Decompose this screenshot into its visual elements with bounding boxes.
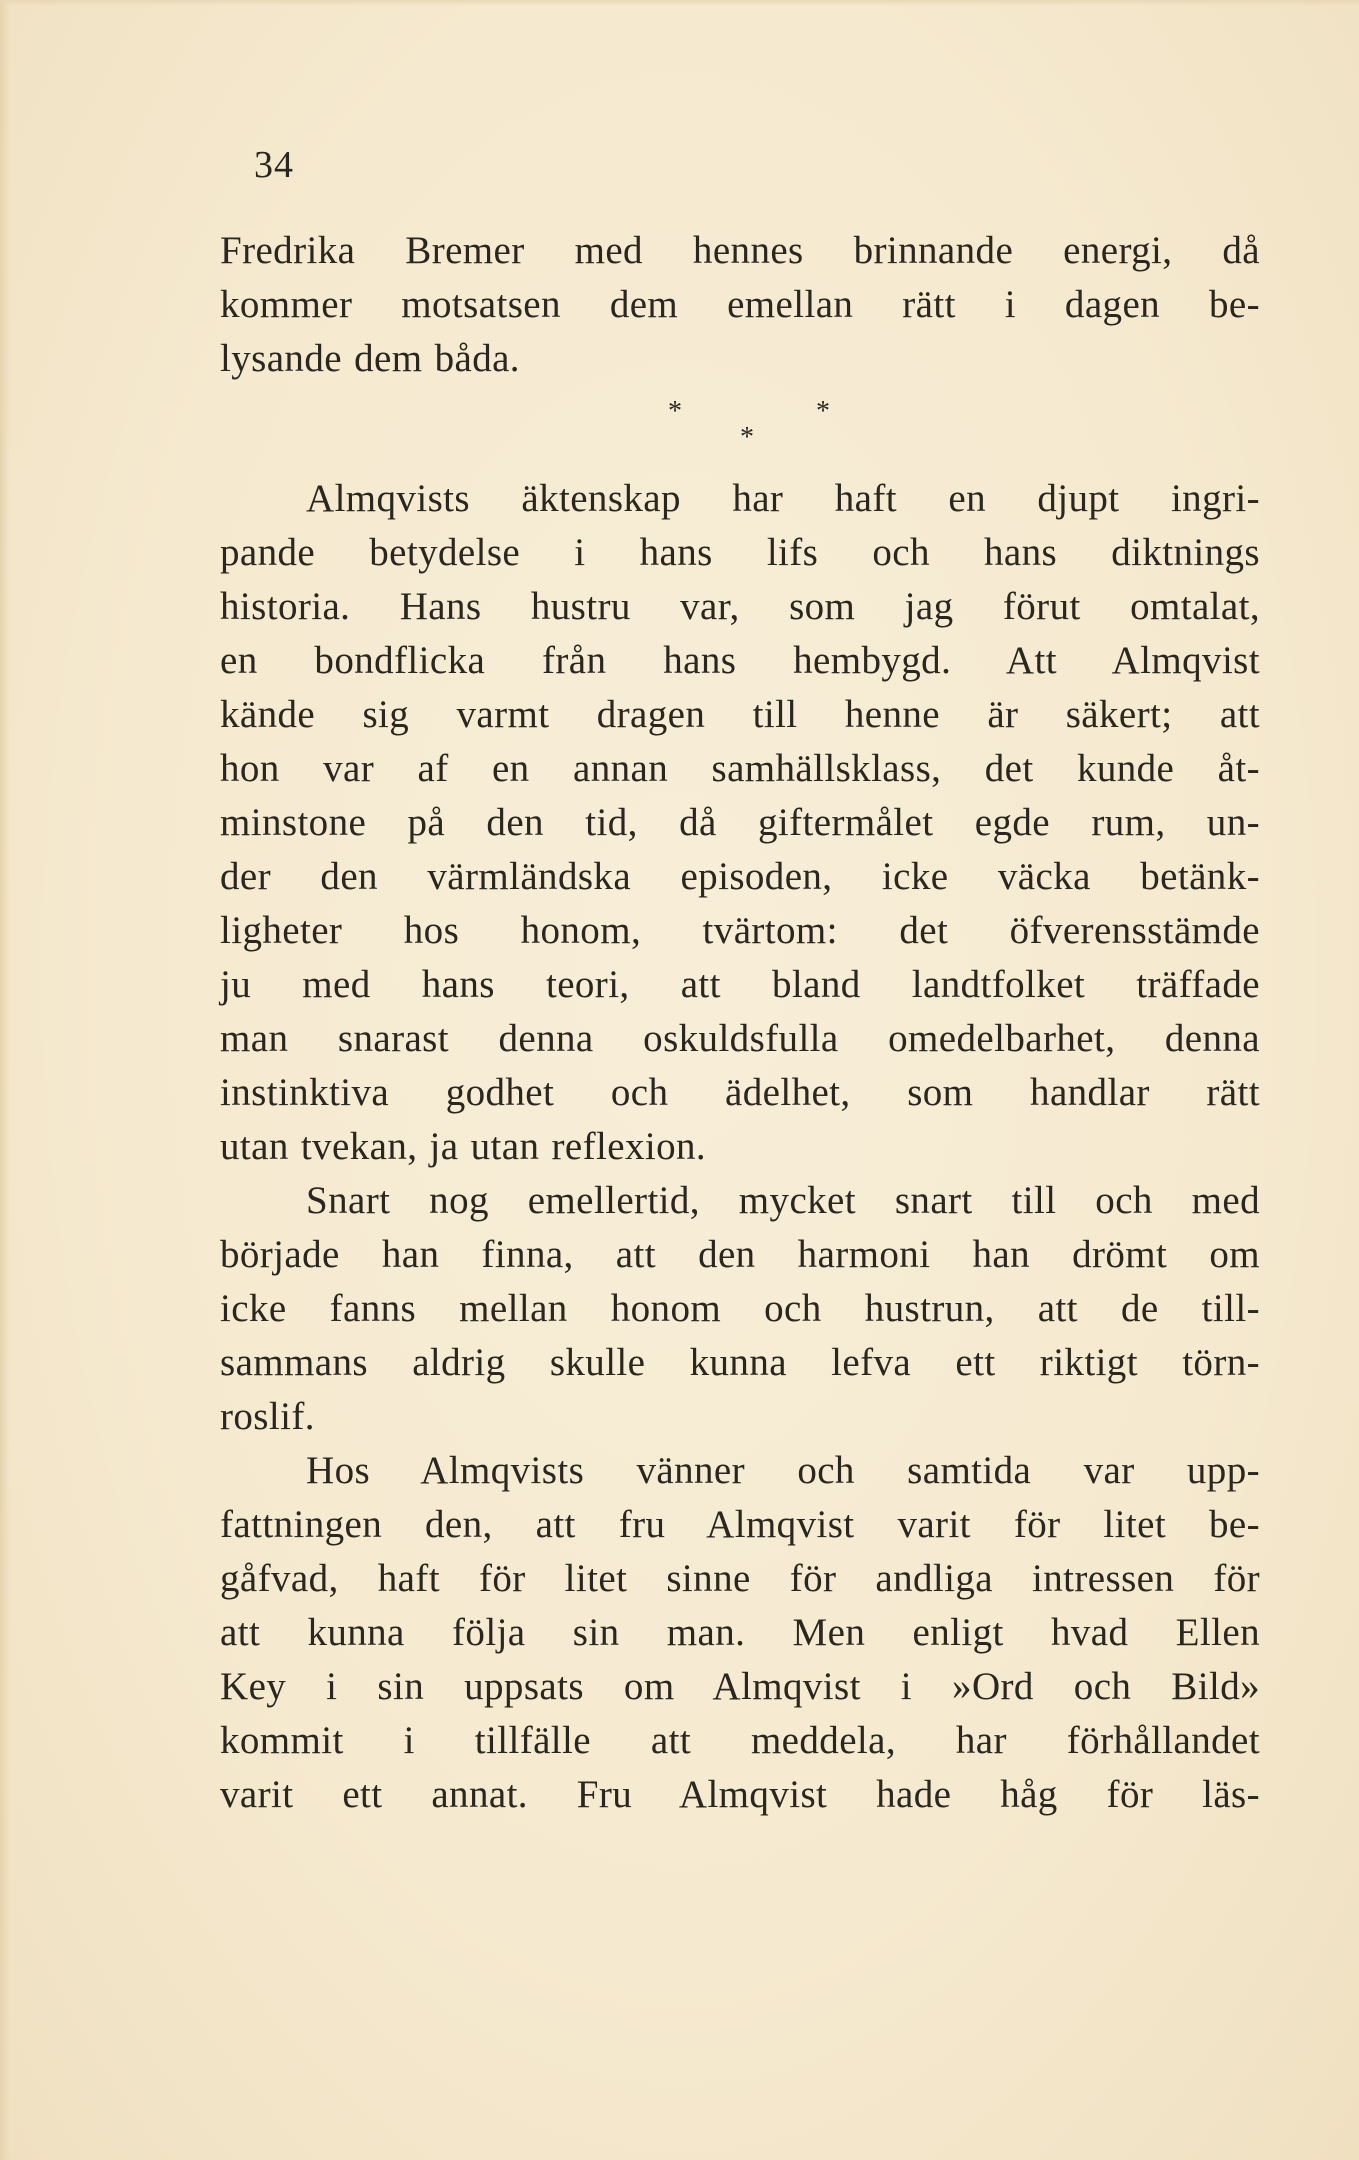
text-line: en bondflicka från hans hembygd. Att Almqvist [220, 639, 1260, 682]
text-line: instinktiva godhet och ädelhet, som handlar rätt [220, 1071, 1260, 1114]
paragraph-2 [220, 472, 1260, 1174]
page-edge-shadow-left [0, 0, 10, 2160]
asterisk-ornament: * [668, 396, 682, 427]
text-line: historia. Hans hustru var, som jag förut omtalat, [220, 585, 1260, 628]
text-line: fattningen den, att fru Almqvist varit för litet be- [220, 1503, 1260, 1546]
text-line: Hos Almqvists vänner och samtida var upp- [306, 1449, 1260, 1492]
text-line: pande betydelse i hans lifs och hans diktnings [220, 531, 1260, 574]
page-number: 34 [254, 144, 294, 186]
text-line: sammans aldrig skulle kunna lefva ett riktigt törn- [220, 1341, 1260, 1384]
text-line: började han finna, att den harmoni han drömt om [220, 1233, 1260, 1276]
paragraph-3 [220, 1174, 1260, 1444]
text-line: kommer motsatsen dem emellan rätt i dagen be- [220, 283, 1260, 326]
text-line: kände sig varmt dragen till henne är säkert; att [220, 693, 1260, 736]
text-line: hon var af en annan samhällsklass, det kunde åt- [220, 747, 1260, 790]
text-line: man snarast denna oskuldsfulla omedelbarhet, denna [220, 1017, 1260, 1060]
paragraph-4 [220, 1444, 1260, 1822]
text-line: att kunna följa sin man. Men enligt hvad Ellen [220, 1611, 1260, 1654]
text-line: Fredrika Bremer med hennes brinnande energi, då [220, 229, 1260, 272]
text-line: kommit i tillfälle att meddela, har förhållandet [220, 1719, 1260, 1762]
text-line: ju med hans teori, att bland landtfolket träffade [220, 963, 1260, 1006]
text-line: Snart nog emellertid, mycket snart till och med [306, 1179, 1260, 1222]
text-line: varit ett annat. Fru Almqvist hade håg för läs- [220, 1773, 1260, 1816]
text-line: utan tvekan, ja utan reflexion. [220, 1125, 707, 1168]
body-text [220, 224, 1260, 1822]
text-line: Key i sin uppsats om Almqvist i »Ord och Bild» [220, 1665, 1260, 1708]
text-line: ligheter hos honom, tvärtom: det öfverensstämde [220, 909, 1260, 952]
asterisk-ornament: * [816, 396, 830, 427]
text-line: roslif. [220, 1395, 315, 1438]
paragraph-1 [220, 224, 1260, 386]
text-line: der den värmländska episoden, icke väcka betänk- [220, 855, 1260, 898]
text-line: icke fanns mellan honom och hustrun, att de till- [220, 1287, 1260, 1330]
text-line: Almqvists äktenskap har haft en djupt ingri- [306, 477, 1260, 520]
text-line: minstone på den tid, då giftermålet egde rum, un- [220, 801, 1260, 844]
page-edge-shadow-top [0, 0, 1359, 6]
text-line: gåfvad, haft för litet sinne för andliga intressen för [220, 1557, 1260, 1600]
section-break-asterisks [220, 388, 1260, 472]
asterisk-ornament: * [740, 422, 754, 453]
text-line: lysande dem båda. [220, 337, 520, 380]
